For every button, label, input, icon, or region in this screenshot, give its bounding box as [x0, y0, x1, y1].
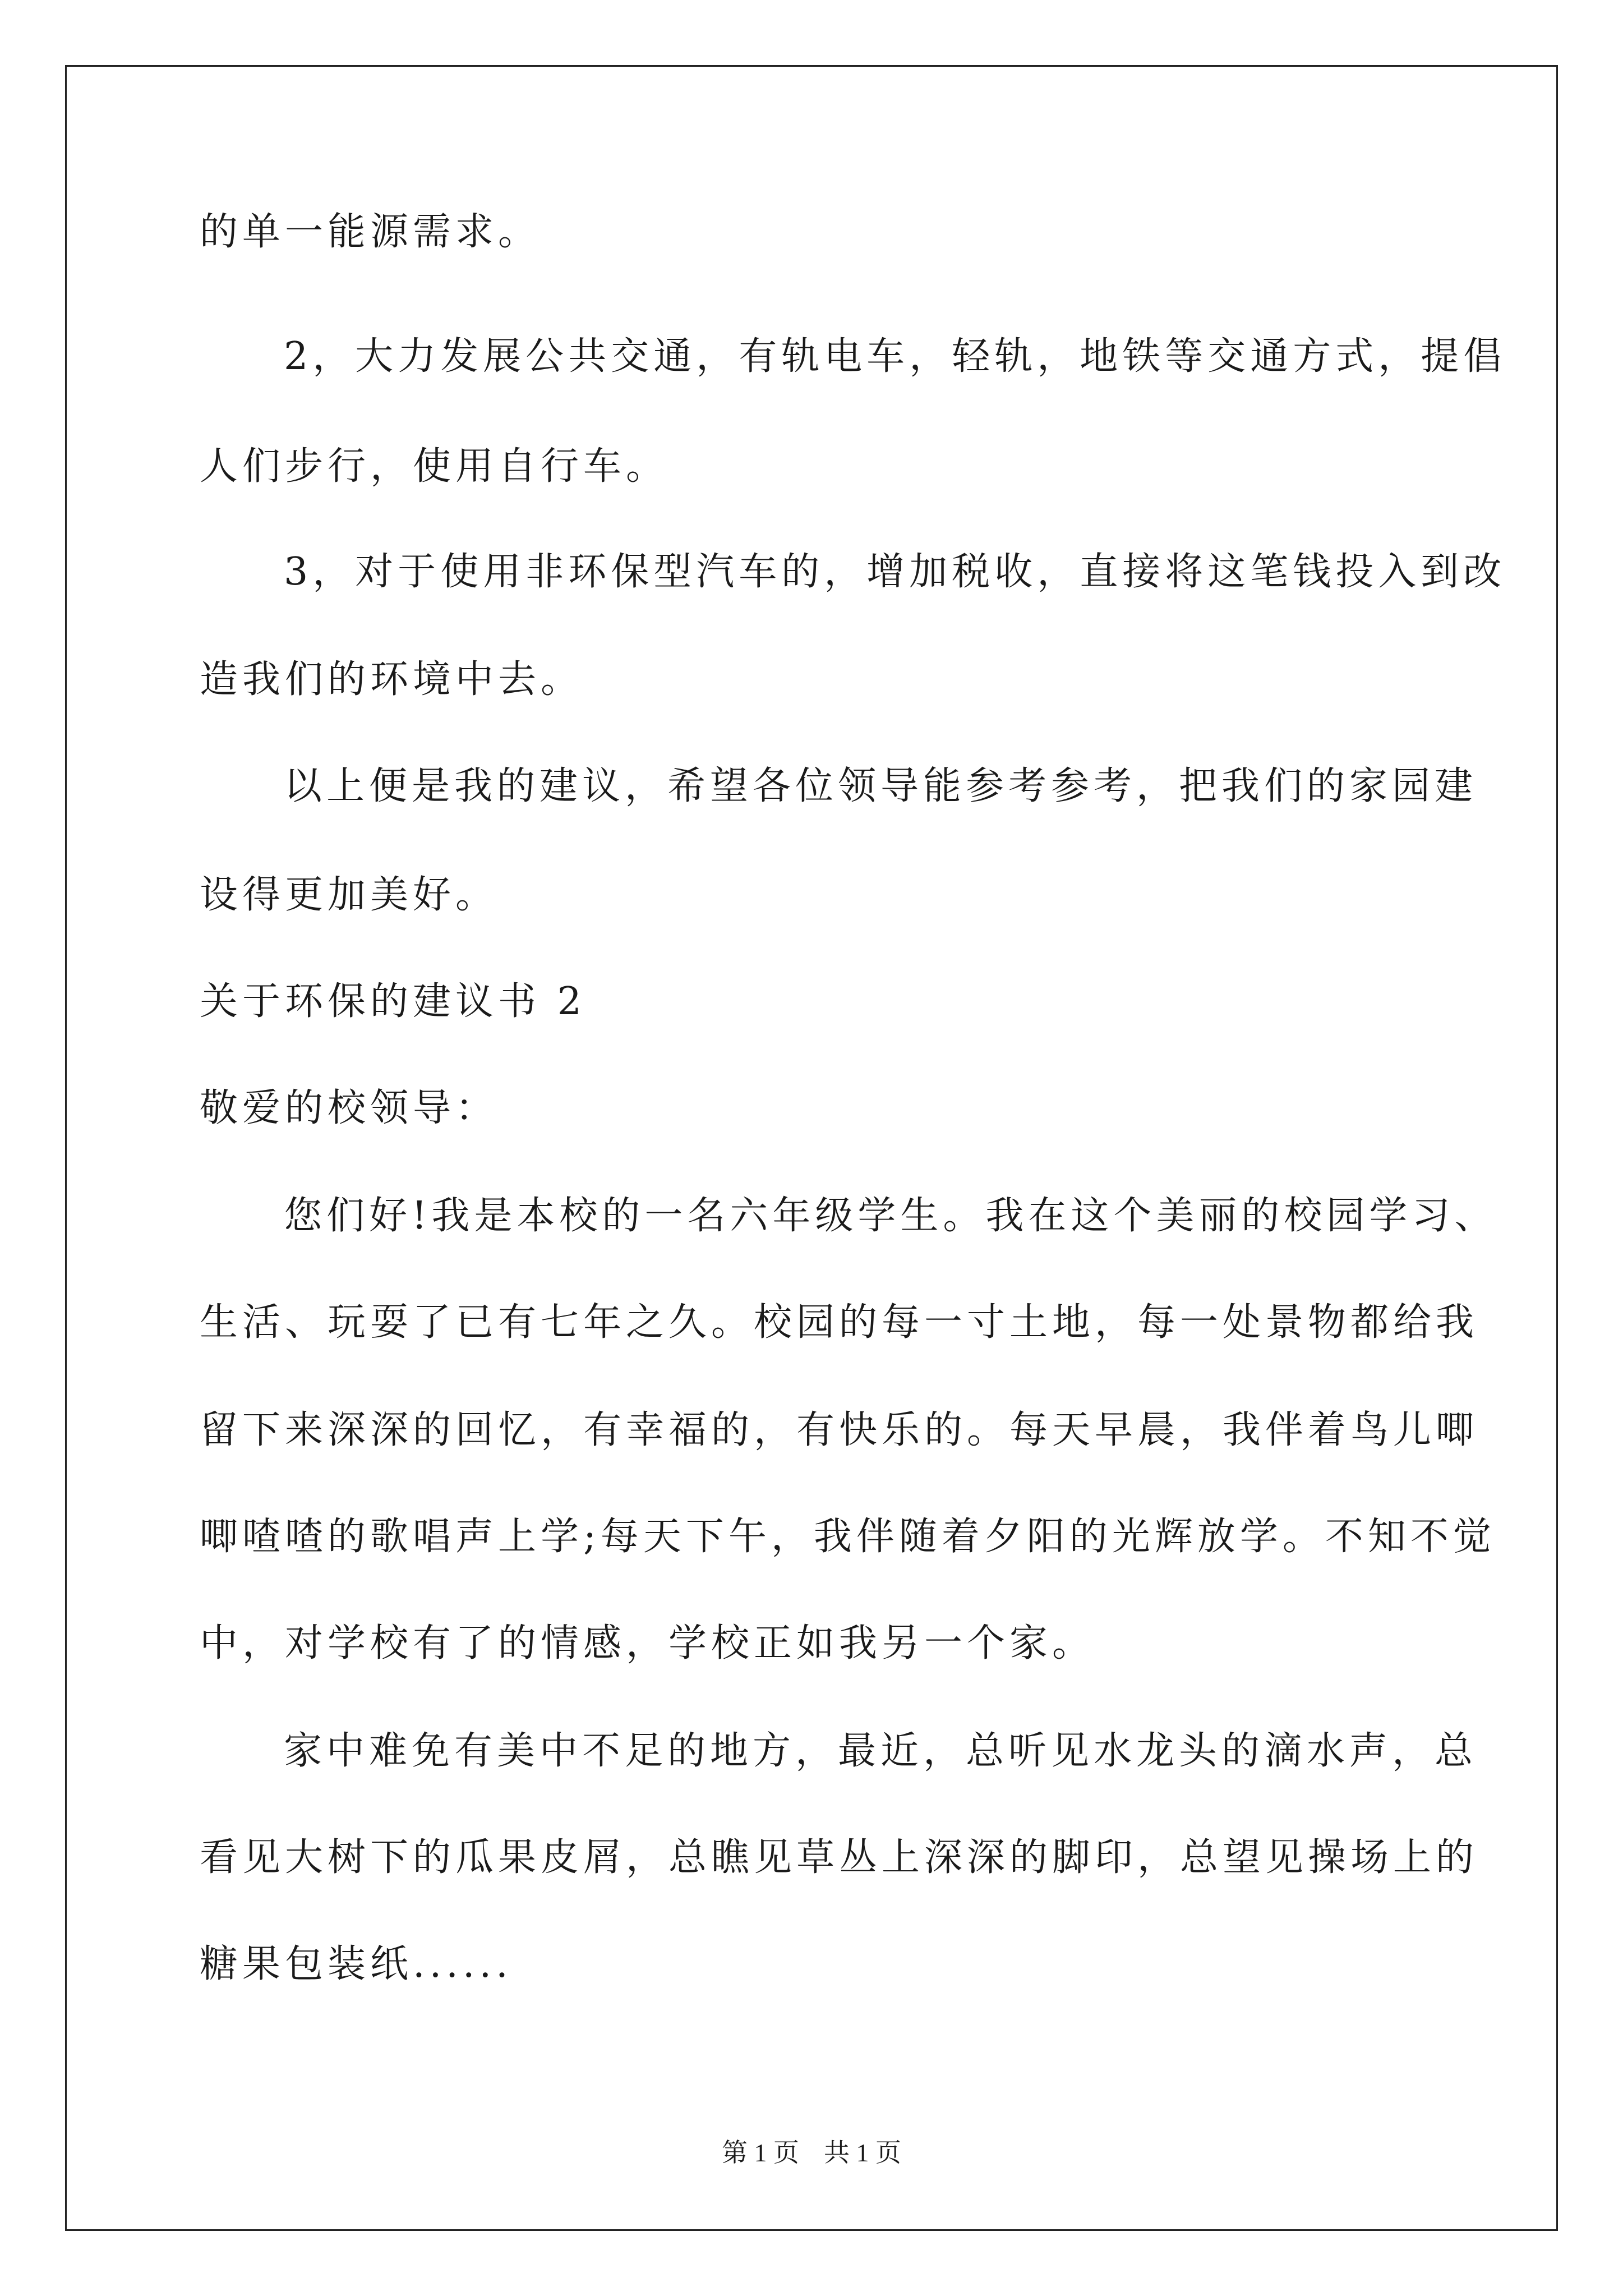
page-number: 第 1 页 [722, 2138, 799, 2167]
page-border [65, 65, 1558, 2231]
page-footer [0, 2136, 1623, 2170]
paragraph-line: 以上便是我的建议，希望各位领导能参考参考，把我们的家园建 [284, 764, 1478, 808]
paragraph-line: 生活、玩耍了已有七年之久。校园的每一寸土地，每一处景物都给我 [200, 1300, 1479, 1345]
paragraph-line: 留下来深深的回忆，有幸福的，有快乐的。每天早晨，我伴着鸟儿唧 [200, 1408, 1479, 1452]
section-heading: 关于环保的建议书 2 [200, 979, 586, 1024]
paragraph-line: 看见大树下的瓜果皮屑，总瞧见草丛上深深的脚印，总望见操场上的 [200, 1835, 1479, 1880]
page-total: 共 1 页 [824, 2138, 901, 2167]
paragraph-line: 设得更加美好。 [200, 873, 499, 917]
paragraph-line: 2，大力发展公共交通，有轨电车，轻轨，地铁等交通方式，提倡 [284, 334, 1506, 379]
salutation: 敬爱的校领导： [200, 1086, 499, 1130]
paragraph-line: 中，对学校有了的情感，学校正如我另一个家。 [200, 1621, 1095, 1665]
paragraph-line: 3，对于使用非环保型汽车的，增加税收，直接将这笔钱投入到改 [284, 550, 1506, 594]
paragraph-line: 唧喳喳的歌唱声上学;每天下午，我伴随着夕阳的光辉放学。不知不觉 [200, 1515, 1496, 1559]
paragraph-line: 家中难免有美中不足的地方，最近，总听见水龙头的滴水声，总 [284, 1729, 1478, 1773]
paragraph-line: 的单一能源需求。 [200, 210, 541, 254]
paragraph-line: 您们好!我是本校的一名六年级学生。我在这个美丽的校园学习、 [284, 1194, 1497, 1238]
paragraph-line: 造我们的环境中去。 [200, 657, 584, 702]
paragraph-line: 人们步行，使用自行车。 [200, 444, 669, 489]
paragraph-line: 糖果包装纸...... [200, 1942, 513, 1986]
